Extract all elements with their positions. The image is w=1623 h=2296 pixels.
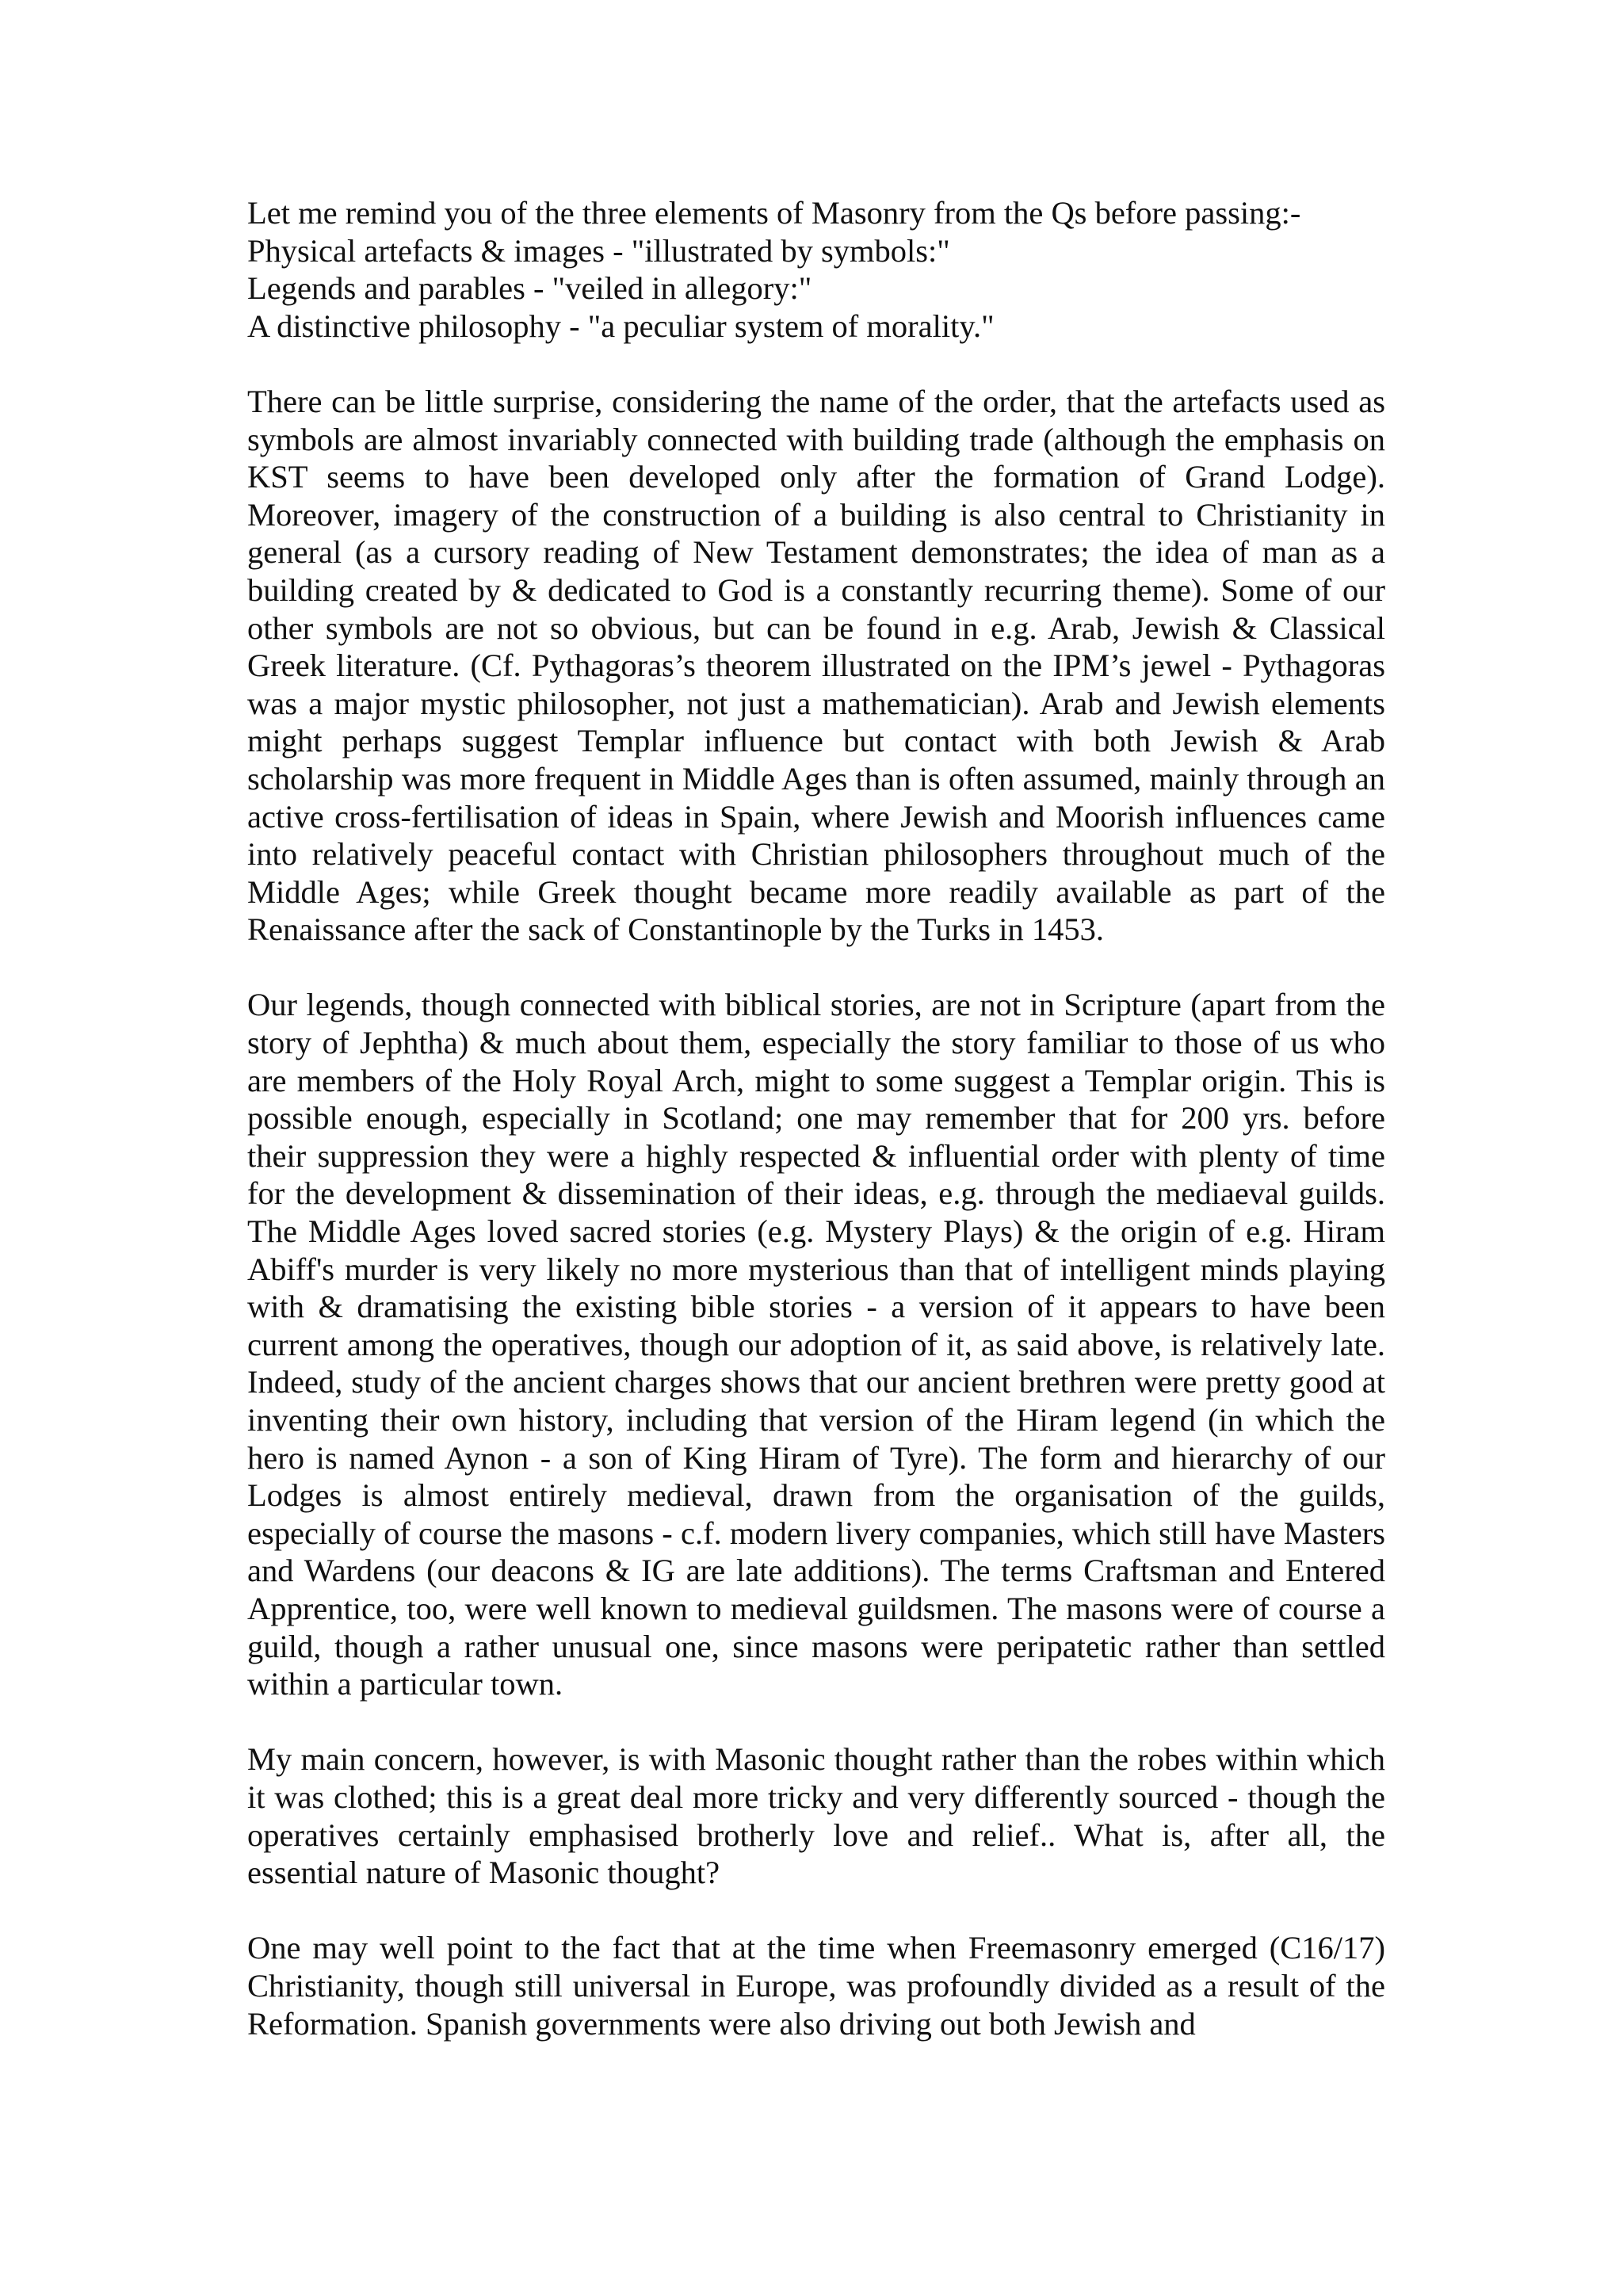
intro-line: Let me remind you of the three elements of Masonry from the Qs before passing:-: [247, 195, 1301, 231]
intro-line: A distinctive philosophy - "a peculiar system of morality.": [247, 308, 995, 344]
intro-line: Legends and parables - "veiled in allegory:": [247, 270, 812, 307]
paragraph-masonic-thought: My main concern, however, is with Masonic thought rather than the robes within which it was clothed; this is a great deal more tricky and very differently sourced - though the operatives certainly emphasised brotherly love and relief.. What is, after all, the essential nature of Masonic thought?: [247, 1741, 1385, 1891]
paragraph-artefacts: There can be little surprise, considering the name of the order, that the artefacts used as symbols are almost invariably connected with building trade (although the emphasis on KST seems to have been developed only after the formation of Grand Lodge). Moreover, imagery of the construction of a building is also central to Christianity in general (as a cursory reading of New Testament demonstrates; the idea of man as a building created by & dedicated to God is a constantly recurring theme). Some of our other symbols are not so obvious, but can be found in e.g. Arab, Jewish & Classical Greek literature. (Cf. Pythagoras’s theorem illustrated on the IPM’s jewel - Pythagoras was a major mystic philosopher, not just a mathematician). Arab and Jewish elements might perhaps suggest Templar influence but contact with both Jewish & Arab scholarship was more frequent in Middle Ages than is often assumed, mainly through an active cross-fertilisation of ideas in Spain, where Jewish and Moorish influences came into relatively peaceful contact with Christian philosophers throughout much of the Middle Ages; while Greek thought became more readily available as part of the Renaissance after the sack of Constantinople by the Turks in 1453.: [247, 383, 1385, 948]
document-page: [247, 194, 1385, 2080]
intro-line: Physical artefacts & images - "illustrated by symbols:": [247, 232, 950, 269]
paragraph-legends: Our legends, though connected with biblical stories, are not in Scripture (apart from the story of Jephtha) & much about them, especially the story familiar to those of us who are members of the Holy Royal Arch, might to some suggest a Templar origin. This is possible enough, especially in Scotland; one may remember that for 200 yrs. before their suppression they were a highly respected & influential order with plenty of time for the development & dissemination of their ideas, e.g. through the mediaeval guilds. The Middle Ages loved sacred stories (e.g. Mystery Plays) & the origin of e.g. Hiram Abiff's murder is very likely no more mysterious than that of intelligent minds playing with & dramatising the existing bible stories - a version of it appears to have been current among the operatives, though our adoption of it, as said above, is relatively late. Indeed, study of the ancient charges shows that our ancient brethren were pretty good at inventing their own history, including that version of the Hiram legend (in which the hero is named Aynon - a son of King Hiram of Tyre). The form and hierarchy of our Lodges is almost entirely medieval, drawn from the organisation of the guilds, especially of course the masons - c.f. modern livery companies, which still have Masters and Wardens (our deacons & IG are late additions). The terms Craftsman and Entered Apprentice, too, were well known to medieval guildsmen. The masons were of course a guild, though a rather unusual one, since masons were peripatetic rather than settled within a particular town.: [247, 987, 1385, 1702]
intro-block: [247, 194, 1385, 345]
paragraph-reformation: One may well point to the fact that at the time when Freemasonry emerged (C16/17) Christianity, though still universal in Europe, was profoundly divided as a result of the Reformation. Spanish governments were also driving out both Jewish and: [247, 1930, 1385, 2042]
